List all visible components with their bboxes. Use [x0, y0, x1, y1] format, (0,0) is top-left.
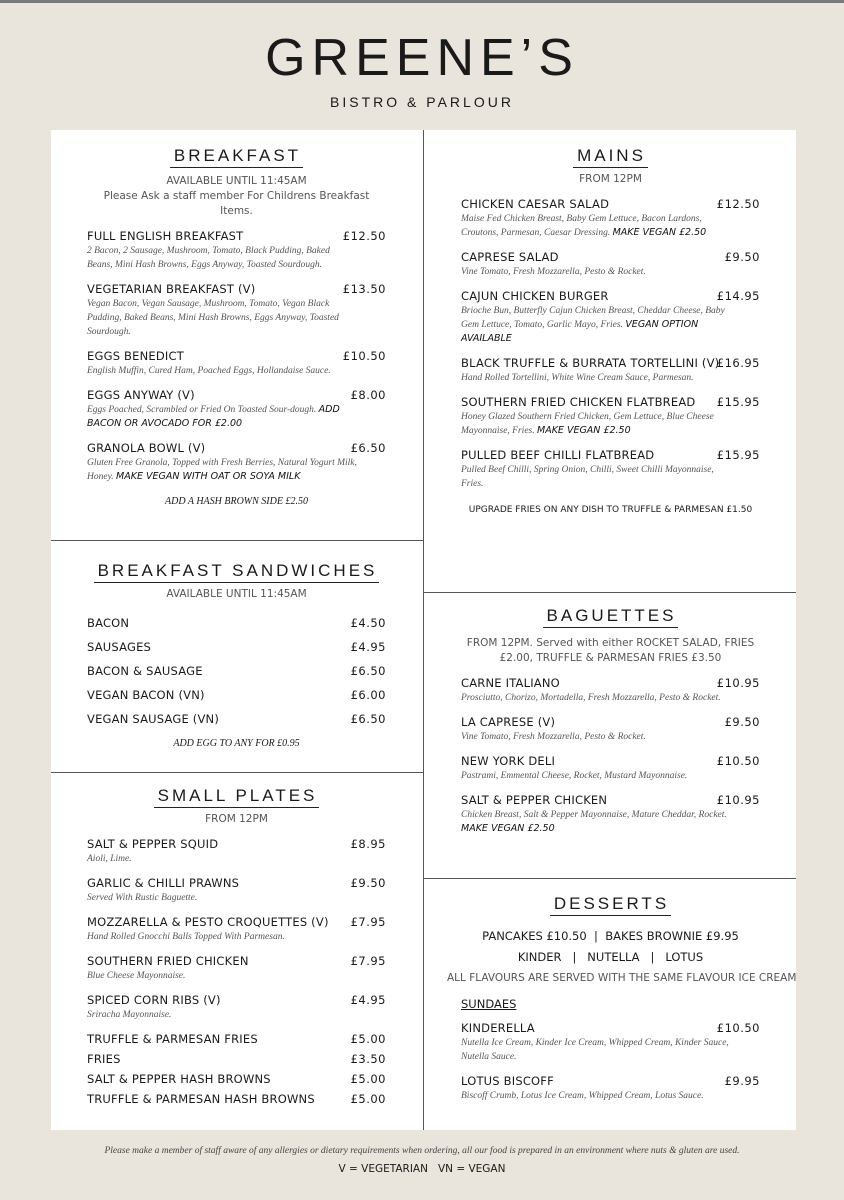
- menu-item: [87, 229, 386, 272]
- item-price: £9.50: [724, 715, 760, 729]
- item-name: CAPRESE SALAD: [461, 250, 559, 264]
- item-name: LOTUS BISCOFF: [461, 1074, 554, 1088]
- diet-legend: V = VEGETARIAN VN = VEGAN: [338, 1163, 506, 1175]
- menu-item: [87, 954, 386, 983]
- small-plates-section: [87, 786, 386, 1112]
- menu-item: [461, 1021, 760, 1064]
- item-desc-text: Brioche Bun, Butterfly Cajun Chicken Breast, Cheddar Cheese, Baby Gem Lettuce, Tomato, Garlic Mayo, Fries.: [461, 306, 725, 330]
- item-description: [461, 1036, 731, 1064]
- section-note: FROM 12PM: [579, 173, 642, 185]
- item-desc-text: Chicken Breast, Salt & Pepper Mayonnaise, Mature Cheddar, Rocket.: [461, 810, 727, 820]
- menu-item: [87, 915, 386, 944]
- section-footer: UPGRADE FRIES ON ANY DISH TO TRUFFLE & PARMESAN £1.50: [468, 505, 753, 515]
- menu-item: [87, 688, 386, 712]
- menu-item: [87, 664, 386, 688]
- item-name: EGGS BENEDICT: [87, 349, 184, 363]
- menu-item: [87, 1092, 386, 1112]
- item-desc-text: Pastrami, Emmental Cheese, Rocket, Mustard Mayonnaise.: [461, 771, 688, 781]
- item-desc-text: Sriracha Mayonnaise.: [87, 1010, 172, 1020]
- item-price: £8.00: [350, 388, 386, 402]
- item-name: TRUFFLE & PARMESAN FRIES: [87, 1032, 258, 1046]
- menu-item: [87, 441, 386, 484]
- item-name: SALT & PEPPER CHICKEN: [461, 793, 608, 807]
- item-price: £10.50: [716, 1021, 760, 1035]
- dessert-note: ALL FLAVOURS ARE SERVED WITH THE SAME FLAVOUR ICE CREAM: [447, 972, 797, 984]
- item-description: [87, 891, 357, 905]
- menu-item: [461, 395, 760, 438]
- item-desc-text: Hand Rolled Tortellini, White Wine Cream Sauce, Parmesan.: [461, 373, 694, 383]
- menu-item: [461, 250, 760, 279]
- item-name: VEGETARIAN BREAKFAST (V): [87, 282, 256, 296]
- item-price: £10.95: [716, 793, 760, 807]
- section-title: BREAKFAST: [87, 146, 386, 166]
- item-desc-text: Blue Cheese Mayonnaise.: [87, 971, 186, 981]
- small-plates-sides: [87, 1032, 386, 1112]
- item-desc-text: Gluten Free Granola, Topped with Fresh Berries, Natural Yogurt Milk, Honey.: [87, 458, 357, 482]
- item-name: SALT & PEPPER HASH BROWNS: [87, 1072, 271, 1086]
- menu-item: [461, 197, 760, 240]
- item-addon: MAKE VEGAN £2.50: [537, 425, 631, 436]
- dessert-options: [447, 926, 797, 989]
- section-footer: ADD EGG TO ANY FOR £0.95: [173, 738, 300, 749]
- menu-item: [461, 448, 760, 491]
- menu-item: [461, 715, 760, 744]
- item-desc-text: Served With Rustic Baguette.: [87, 893, 198, 903]
- item-name: NEW YORK DELI: [461, 754, 556, 768]
- section-title: DESSERTS: [461, 894, 760, 914]
- item-name: GRANOLA BOWL (V): [87, 441, 206, 455]
- section-title: BREAKFAST SANDWICHES: [87, 561, 386, 581]
- menu-item: [87, 837, 386, 866]
- section-divider: [424, 592, 796, 593]
- item-price: £13.50: [342, 282, 386, 296]
- item-name: CHICKEN CAESAR SALAD: [461, 197, 610, 211]
- item-desc-text: Prosciutto, Chorizo, Mortadella, Fresh Mozzarella, Pesto & Rocket.: [461, 693, 721, 703]
- dessert-items: [461, 1021, 760, 1103]
- item-price: £12.50: [342, 229, 386, 243]
- baguettes-section: [461, 606, 760, 836]
- brand-subtitle: BISTRO & PARLOUR: [330, 94, 514, 110]
- dessert-flavours: KINDER | NUTELLA | LOTUS: [517, 950, 704, 964]
- item-name: SOUTHERN FRIED CHICKEN: [87, 954, 249, 968]
- item-name: MOZZARELLA & PESTO CROQUETTES (V): [87, 915, 329, 929]
- menu-item: [87, 1072, 386, 1092]
- section-note: AVAILABLE UNTIL 11:45AM: [166, 588, 307, 600]
- menu-item: [87, 640, 386, 664]
- sandwiches-section: [87, 561, 386, 749]
- item-name: TRUFFLE & PARMESAN HASH BROWNS: [87, 1092, 315, 1106]
- top-border: [0, 0, 844, 3]
- item-desc-text: Aioli, Lime.: [87, 854, 132, 864]
- menu-item: [461, 793, 760, 836]
- item-price: £10.95: [716, 676, 760, 690]
- small-plates-items: [87, 837, 386, 1022]
- item-price: £5.00: [350, 1072, 386, 1086]
- menu-item: [87, 349, 386, 378]
- section-note: AVAILABLE UNTIL 11:45AM Please Ask a staff member For Childrens Breakfast Items.: [103, 175, 370, 217]
- item-name: LA CAPRESE (V): [461, 715, 556, 729]
- breakfast-items: [87, 229, 386, 484]
- item-price: £6.50: [350, 441, 386, 455]
- item-price: £6.50: [350, 712, 386, 726]
- menu-item: [87, 388, 386, 431]
- mains-items: [461, 197, 760, 491]
- item-name: FRIES: [87, 1052, 121, 1066]
- item-price: £16.95: [716, 356, 760, 370]
- section-title: MAINS: [461, 146, 760, 166]
- item-price: £6.50: [350, 664, 386, 678]
- item-description: [461, 304, 731, 346]
- item-price: £7.95: [350, 915, 386, 929]
- item-price: £7.95: [350, 954, 386, 968]
- item-price: £4.50: [350, 616, 386, 630]
- menu-item: [87, 616, 386, 640]
- item-description: [461, 808, 731, 836]
- item-description: [87, 930, 357, 944]
- item-description: [461, 1089, 731, 1103]
- item-price: £12.50: [716, 197, 760, 211]
- menu-item: [87, 1052, 386, 1072]
- item-desc-text: English Muffin, Cured Ham, Poached Eggs, Hollandaise Sauce.: [87, 366, 331, 376]
- sundaes-heading: SUNDAES: [461, 997, 517, 1011]
- brand-header: [0, 30, 844, 110]
- item-desc-text: Maise Fed Chicken Breast, Baby Gem Lettuce, Bacon Lardons, Croutons, Parmesan, Caesar Dressing.: [461, 214, 702, 238]
- item-name: VEGAN BACON (VN): [87, 688, 205, 702]
- item-addon: MAKE VEGAN WITH OAT OR SOYA MILK: [116, 471, 301, 482]
- item-price: £4.95: [350, 993, 386, 1007]
- sandwich-items: [87, 616, 386, 736]
- section-divider: [424, 878, 796, 879]
- breakfast-section: [87, 146, 386, 507]
- section-title: BAGUETTES: [461, 606, 760, 626]
- item-name: BACON & SAUSAGE: [87, 664, 203, 678]
- item-desc-text: Nutella Ice Cream, Kinder Ice Cream, Whipped Cream, Kinder Sauce, Nutella Sauce.: [461, 1038, 729, 1062]
- item-desc-text: Hand Rolled Gnocchi Balls Topped With Parmesan.: [87, 932, 285, 942]
- item-desc-text: Pulled Beef Chilli, Spring Onion, Chilli, Sweet Chilli Mayonnaise, Fries.: [461, 465, 714, 489]
- menu-item: [87, 282, 386, 339]
- item-description: [87, 297, 357, 339]
- item-name: BACON: [87, 616, 130, 630]
- item-desc-text: Vegan Bacon, Vegan Sausage, Mushroom, Tomato, Vegan Black Pudding, Baked Beans, Mini Hash Browns, Eggs Anyway, Toasted Sourdough.: [87, 299, 339, 337]
- item-price: £9.50: [350, 876, 386, 890]
- brand-name: GREENE’S: [265, 29, 579, 87]
- item-desc-text: Vine Tomato, Fresh Mozzarella, Pesto & Rocket.: [461, 732, 646, 742]
- menu-item: [461, 356, 760, 385]
- item-description: [87, 456, 357, 484]
- section-title: SMALL PLATES: [87, 786, 386, 806]
- item-name: BLACK TRUFFLE & BURRATA TORTELLINI (V): [461, 356, 720, 370]
- item-description: [461, 691, 731, 705]
- item-name: EGGS ANYWAY (V): [87, 388, 195, 402]
- item-description: [87, 364, 357, 378]
- menu-item: [87, 876, 386, 905]
- menu-item: [87, 993, 386, 1022]
- item-name: SAUSAGES: [87, 640, 152, 654]
- item-price: £9.95: [724, 1074, 760, 1088]
- item-description: [461, 371, 731, 385]
- item-name: SPICED CORN RIBS (V): [87, 993, 221, 1007]
- menu-item: [461, 676, 760, 705]
- item-price: £3.50: [350, 1052, 386, 1066]
- desserts-section: [447, 894, 797, 1103]
- menu-item: [461, 289, 760, 346]
- item-addon: MAKE VEGAN £2.50: [461, 823, 555, 834]
- item-description: [87, 244, 357, 272]
- item-description: [461, 265, 731, 279]
- item-desc-text: Eggs Poached, Scrambled or Fried On Toasted Sour-dough.: [87, 405, 317, 415]
- item-addon: MAKE VEGAN £2.50: [612, 227, 707, 238]
- section-note: FROM 12PM: [205, 813, 268, 825]
- column-divider: [423, 130, 424, 1130]
- item-price: £9.50: [724, 250, 760, 264]
- dessert-line: PANCAKES £10.50 | BAKES BROWNIE £9.95: [482, 929, 739, 943]
- section-footer: ADD A HASH BROWN SIDE £2.50: [165, 496, 308, 507]
- item-name: FULL ENGLISH BREAKFAST: [87, 229, 244, 243]
- item-description: [461, 410, 731, 438]
- item-desc-text: 2 Bacon, 2 Sausage, Mushroom, Tomato, Black Pudding, Baked Beans, Mini Hash Browns, Eggs Anyway, Toasted Sourdough.: [87, 246, 330, 270]
- item-description: [461, 769, 731, 783]
- item-description: [461, 730, 731, 744]
- item-price: £10.50: [716, 754, 760, 768]
- item-price: £15.95: [716, 395, 760, 409]
- item-price: £5.00: [350, 1032, 386, 1046]
- item-addon: VEGAN OPTION AVAILABLE: [461, 319, 699, 344]
- menu-item: [87, 712, 386, 736]
- allergy-note: Please make a member of staff aware of any allergies or dietary requirements when ordering, all our food is prepared in an environment where nuts & gluten are used.: [104, 1146, 740, 1156]
- item-description: [87, 403, 357, 431]
- item-description: [87, 852, 357, 866]
- section-divider: [51, 772, 423, 773]
- menu-item: [87, 1032, 386, 1052]
- item-price: £8.95: [350, 837, 386, 851]
- menu-item: [461, 1074, 760, 1103]
- item-name: PULLED BEEF CHILLI FLATBREAD: [461, 448, 655, 462]
- item-price: £10.50: [342, 349, 386, 363]
- mains-section: [461, 146, 760, 515]
- item-price: £6.00: [350, 688, 386, 702]
- item-name: CARNE ITALIANO: [461, 676, 560, 690]
- menu-item: [461, 754, 760, 783]
- item-desc-text: Vine Tomato, Fresh Mozzarella, Pesto & Rocket.: [461, 267, 646, 277]
- item-description: [87, 969, 357, 983]
- item-name: VEGAN SAUSAGE (VN): [87, 712, 220, 726]
- item-addon: ADD BACON OR AVOCADO FOR £2.00: [87, 404, 340, 429]
- item-name: SOUTHERN FRIED CHICKEN FLATBREAD: [461, 395, 696, 409]
- item-desc-text: Honey Glazed Southern Fried Chicken, Gem Lettuce, Blue Cheese Mayonnaise, Fries.: [461, 412, 714, 436]
- item-name: GARLIC & CHILLI PRAWNS: [87, 876, 240, 890]
- item-name: SALT & PEPPER SQUID: [87, 837, 219, 851]
- item-price: £15.95: [716, 448, 760, 462]
- baguette-items: [461, 676, 760, 836]
- section-note: FROM 12PM. Served with either ROCKET SALAD, FRIES £2.00, TRUFFLE & PARMESAN FRIES £3.50: [466, 637, 755, 664]
- item-desc-text: Biscoff Crumb, Lotus Ice Cream, Whipped Cream, Lotus Sauce.: [461, 1091, 704, 1101]
- item-description: [461, 212, 731, 240]
- item-name: KINDERELLA: [461, 1021, 535, 1035]
- item-description: [87, 1008, 357, 1022]
- item-name: CAJUN CHICKEN BURGER: [461, 289, 609, 303]
- section-divider: [51, 540, 423, 541]
- item-price: £5.00: [350, 1092, 386, 1106]
- item-price: £4.95: [350, 640, 386, 654]
- item-price: £14.95: [716, 289, 760, 303]
- item-description: [461, 463, 731, 491]
